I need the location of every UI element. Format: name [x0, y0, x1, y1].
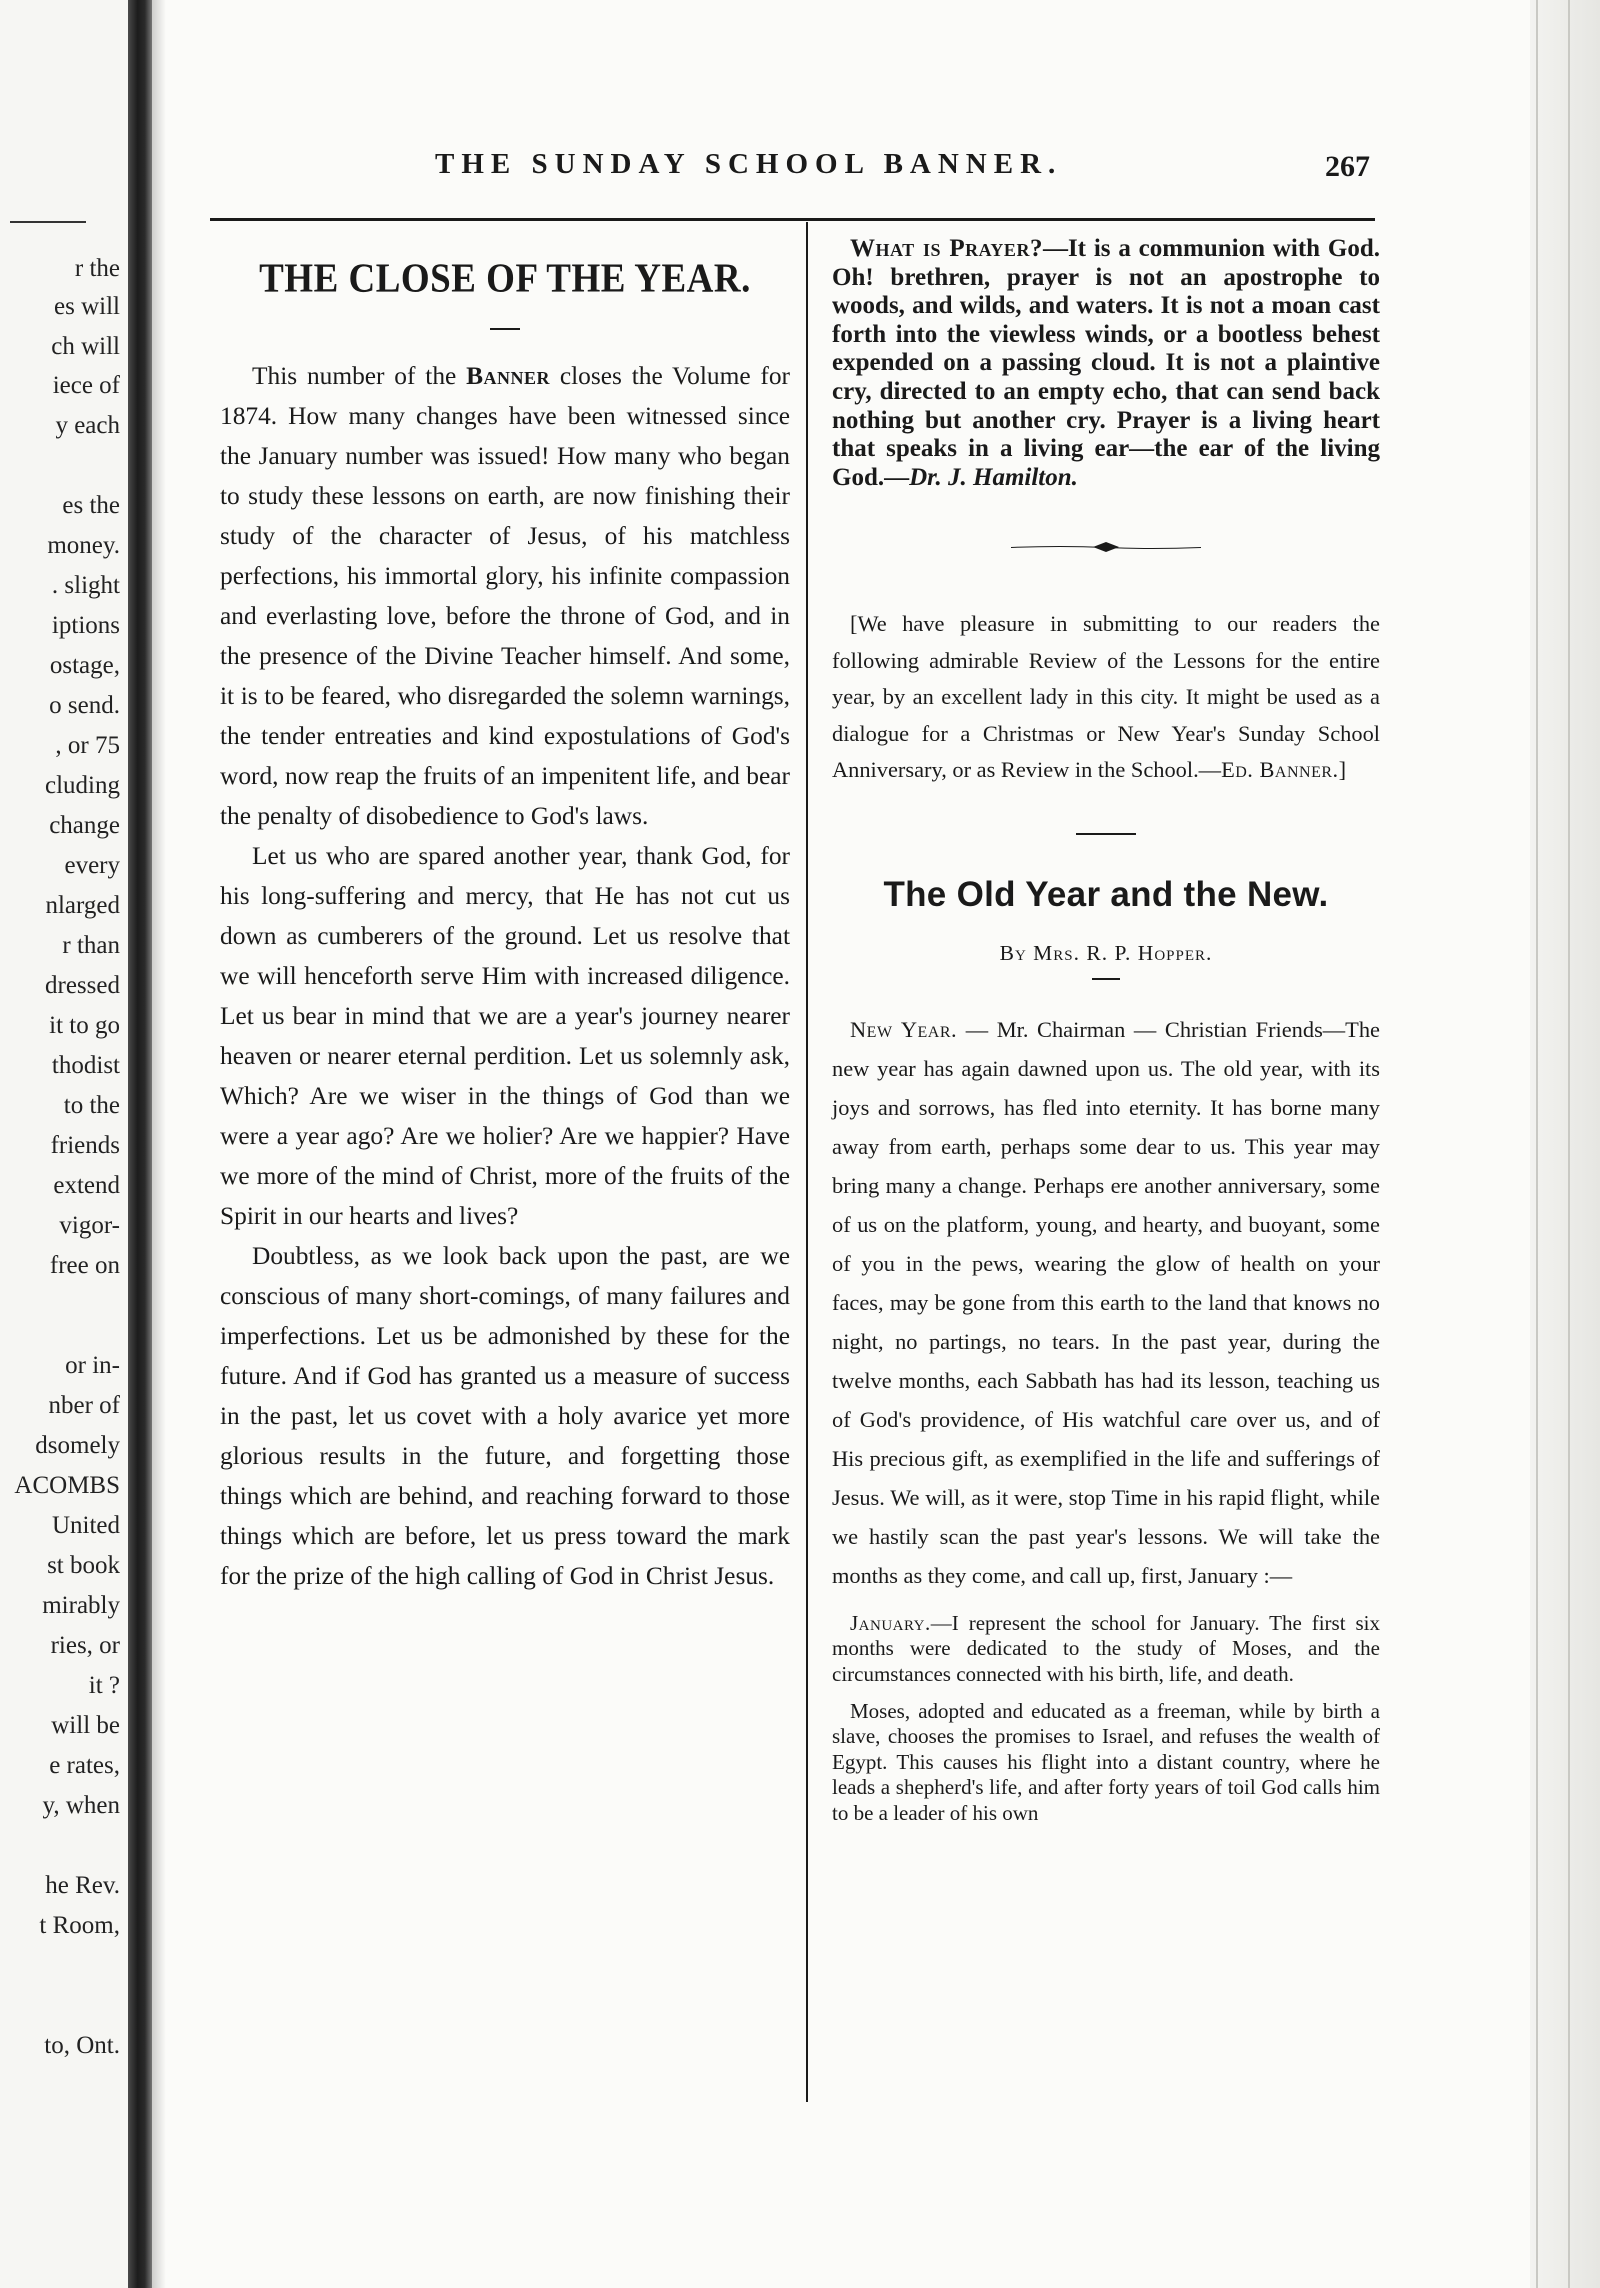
facing-page-line: iece of [52, 372, 120, 399]
new-year-text: — Mr. Chairman — Christian Friends—The new year has again dawned upon us. The old year, with its joys and sorrows, has fled into eternity. It has borne many away from earth, perhaps some dear to us. This year may bring many a change. Perhaps ere another anniversary, some of us on the platform, young, and hearty, and buoyant, some of you in the pews, wearing the glow of health on your faces, may be gone from this earth to the land that knows no night, no partings, no tears. In the past year, during the twelve months, each Sabbath has had its lesson, teaching us of God's providence, of His watchful care over us, and of His precious gift, as exemplified in the life and sufferings of Jesus. We will, as it were, stop Time in his rapid flight, while we hastily scan the past year's lessons. We will take the months as they come, and call up, first, January :— [832, 1016, 1380, 1588]
facing-page-line: st book [47, 1552, 120, 1579]
article-paragraph-1 [220, 356, 790, 836]
facing-page-line: , or 75 [55, 732, 120, 759]
editor-signature: Ed. Banner. [1221, 757, 1339, 783]
new-year-label: New Year. [850, 1016, 958, 1042]
facing-page-line: o send. [49, 692, 120, 719]
facing-page-line: dsomely [35, 1432, 120, 1459]
facing-page-line: it to go [49, 1012, 120, 1039]
facing-page-line: free on [49, 1252, 120, 1279]
facing-page-line: every [64, 852, 120, 879]
facing-page-line: ACOMBS [14, 1472, 120, 1499]
article-title: THE CLOSE OF THE YEAR. [259, 255, 751, 302]
facing-page-line: es the [62, 492, 120, 519]
facing-page-line: r the [74, 255, 120, 282]
facing-page-line: vigor- [59, 1212, 120, 1239]
facing-page-line: dressed [45, 972, 120, 999]
facing-page-line: United [51, 1512, 120, 1539]
editor-note-text: [We have pleasure in submitting to our readers the following admirable Review of the Lessons for the entire year, by an excellent lady in this city. It might be used as a dialogue for a Christmas or New Year's Sunday School Anniversary, or as Review in the School.— [832, 611, 1380, 783]
facing-page-line: thodist [51, 1052, 120, 1079]
facing-page-line: money. [47, 532, 120, 559]
facing-page-line: or in- [65, 1352, 120, 1379]
right-column [832, 235, 1380, 1826]
prayer-paragraph [832, 235, 1380, 492]
header-rule [210, 218, 1375, 221]
facing-page-line: y, when [42, 1792, 120, 1819]
page-right-edge [1530, 0, 1600, 2288]
article-paragraph-3: Doubtless, as we look back upon the past, are we conscious of many short-comings, of many failures and imperfections. Let us be admonished by these for the future. And if God has granted us a measure of success in the past, let us covet with a holy avarice yet more glorious results in the future, and forgetting those things which are behind, and reaching forward to those things which are before, let us press toward the mark for the prize of the high calling of God in Christ Jesus. [220, 1242, 790, 1590]
banner-word: Banner [466, 362, 551, 390]
book-gutter [128, 0, 152, 2288]
byline-dash [1092, 978, 1120, 980]
facing-page-line: . slight [51, 572, 120, 599]
page-number: 267 [1325, 150, 1370, 183]
facing-page-line: y each [55, 412, 120, 439]
moses-paragraph: Moses, adopted and educated as a freeman, while by birth a slave, chooses the promises to Israel, and refuses the wealth of Egypt. This causes his flight into a distant country, where he leads a shepherd's life, and after forty years of toil God calls him to be a leader of his own [832, 1699, 1380, 1825]
story-byline: By Mrs. R. P. Hopper. [999, 940, 1213, 965]
january-text: —I represent the school for January. The first six months were dedicated to the study of Moses, and the circumstances connected with his birth, life, and death. [832, 1610, 1380, 1686]
section-dash [1076, 833, 1136, 835]
story-title: The Old Year and the New. [883, 874, 1329, 914]
facing-page-line: e rates, [49, 1752, 120, 1779]
left-column [220, 245, 790, 1596]
facing-page-line: iptions [51, 612, 120, 639]
facing-page-line: ries, or [50, 1632, 120, 1659]
facing-page-line: cluding [45, 772, 120, 799]
paragraph-text: closes the Volume for 1874. How many changes have been witnessed since the January number was issued! How many who began to study these lessons on earth, are now finishing their study of the character of Jesus, of his matchless perfections, his immortal glory, his infinite compassion and everlasting love, before the throne of God, and in the presence of the Divine Teacher himself. And some, it is to be feared, who disregarded the solemn warnings, the tender entreaties and kind expostulations of God's word, now reap the fruits of an impenitent life, and bear the penalty of disobedience to God's laws. [220, 362, 790, 830]
facing-page-rule [10, 221, 86, 223]
facing-page-line: to the [63, 1092, 120, 1119]
page-edge-line [1568, 0, 1570, 2288]
ornament-flourish-icon [1011, 540, 1201, 554]
gutter-shadow [152, 0, 166, 2288]
facing-page-edge [0, 0, 128, 2288]
facing-page-line: extend [53, 1172, 120, 1199]
page-edge-line [1536, 0, 1538, 2288]
january-label: January. [850, 1610, 931, 1635]
facing-page-line: he Rev. [45, 1872, 120, 1899]
column-rule [806, 222, 808, 2102]
facing-page-line: to, Ont. [44, 2032, 120, 2059]
january-paragraph [832, 1611, 1380, 1687]
facing-page-line: it ? [88, 1672, 120, 1699]
prayer-heading: What is Prayer? [850, 235, 1043, 262]
facing-page-line: r than [62, 932, 120, 959]
facing-page-line: es will [54, 293, 120, 320]
new-year-paragraph [832, 1010, 1380, 1595]
facing-page-line: nlarged [45, 892, 120, 919]
prayer-text: —It is a communion with God. Oh! brethren, prayer is not an apostrophe to woods, and wilds, and waters. It is not a moan cast forth into the viewless winds, or a bootless behest expended on a passing cloud. It is not a plaintive cry, directed to an empty echo, that can send back nothing but another cry. Prayer is a living heart that speaks in a living ear—the ear of the living God.— [832, 235, 1380, 491]
facing-page-line: nber of [48, 1392, 120, 1419]
facing-page-line: mirably [42, 1592, 120, 1619]
editor-note [832, 606, 1380, 789]
running-head: THE SUNDAY SCHOOL BANNER. [435, 148, 1063, 180]
title-dash [490, 328, 520, 330]
facing-page-line: change [49, 812, 120, 839]
facing-page-line: t Room, [39, 1912, 120, 1939]
facing-page-line: ch will [51, 333, 120, 360]
facing-page-line: will be [51, 1712, 120, 1739]
paragraph-text: This number of the [252, 362, 467, 390]
editor-note-close: ] [1338, 757, 1347, 783]
article-paragraph-2: Let us who are spared another year, thank God, for his long-suffering and mercy, that He has not cut us down as cumberers of the ground. Let us resolve that we will henceforth serve Him with increased diligence. Let us bear in mind that we are a year's journey nearer heaven or nearer eternal perdition. Let us solemnly ask, Which? Are we wiser in the things of God than we were a year ago? Are we holier? Are we happier? Have we more of the mind of Christ, more of the fruits of the Spirit in our hearts and lives? [220, 842, 790, 1230]
facing-page-line: ostage, [49, 652, 120, 679]
prayer-attribution: Dr. J. Hamilton. [909, 463, 1078, 491]
facing-page-line: friends [50, 1132, 120, 1159]
